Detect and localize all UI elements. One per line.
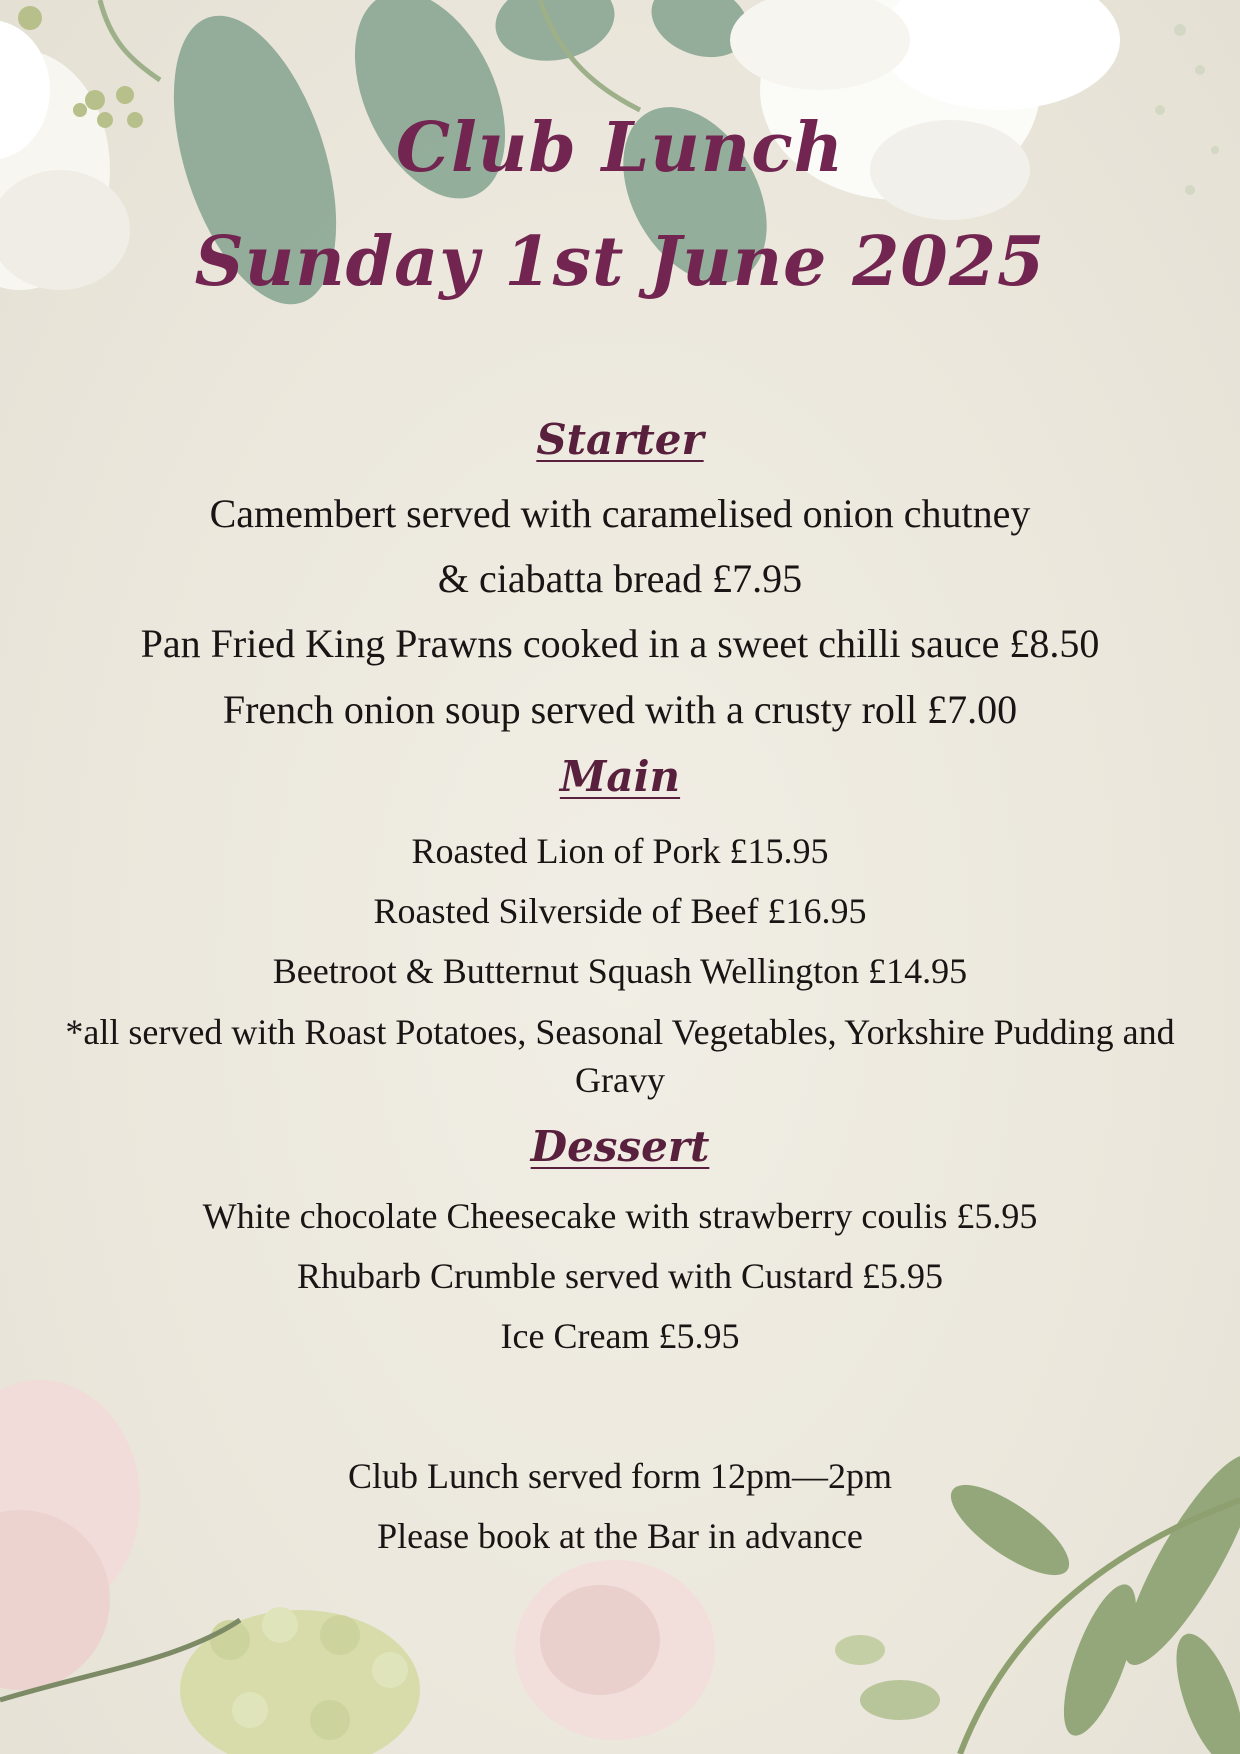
- starter-item: Camembert served with caramelised onion chutney: [209, 491, 1031, 536]
- menu-title: Club Lunch: [395, 108, 845, 188]
- main-note: *all served with Roast Potatoes, Seasonal Vegetables, Yorkshire Pudding and Gravy: [65, 1012, 1175, 1100]
- starter-item: & ciabatta bread £7.95: [437, 556, 803, 601]
- starter-item: Pan Fried King Prawns cooked in a sweet chilli sauce £8.50: [140, 621, 1100, 666]
- dessert-heading: Dessert: [530, 1122, 710, 1171]
- serving-times: Club Lunch served form 12pm—2pm: [348, 1456, 892, 1496]
- main-item: Roasted Silverside of Beef £16.95: [373, 891, 867, 931]
- starter-item: French onion soup served with a crusty roll £7.00: [222, 687, 1018, 732]
- main-item: Roasted Lion of Pork £15.95: [411, 831, 829, 871]
- main-heading: Main: [559, 752, 681, 801]
- hydrangea-bottom: [180, 1607, 420, 1754]
- booking-note: Please book at the Bar in advance: [377, 1516, 863, 1556]
- pink-rose-bottom: [515, 1560, 715, 1740]
- dessert-item: Ice Cream £5.95: [500, 1316, 740, 1356]
- menu-date: Sunday 1st June 2025: [194, 222, 1046, 302]
- dessert-item: White chocolate Cheesecake with strawberry coulis £5.95: [202, 1196, 1038, 1236]
- main-item: Beetroot & Butternut Squash Wellington £14.95: [272, 951, 968, 991]
- dessert-item: Rhubarb Crumble served with Custard £5.95: [297, 1256, 943, 1296]
- starter-heading: Starter: [536, 415, 704, 464]
